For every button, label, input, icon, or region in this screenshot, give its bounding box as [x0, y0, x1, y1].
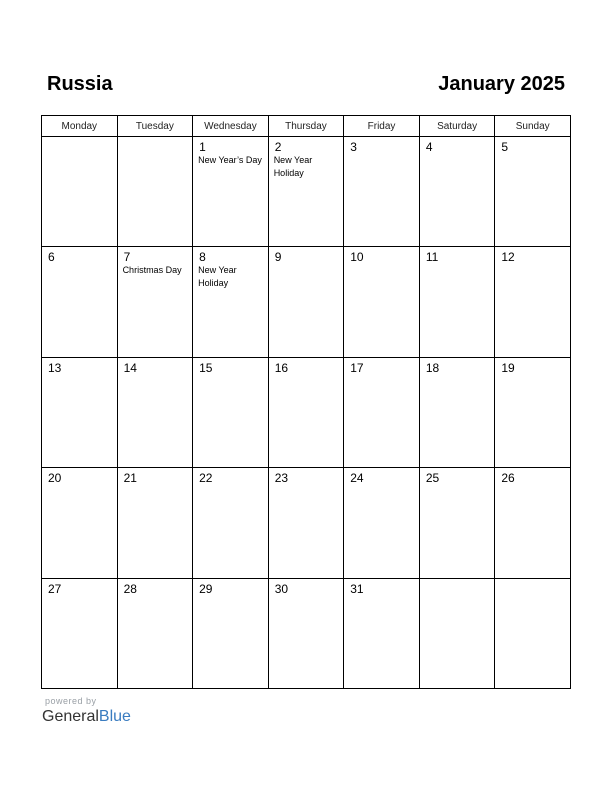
day-number — [495, 579, 570, 582]
day-cell — [419, 578, 495, 688]
holiday-label: New Year Holiday — [273, 155, 313, 178]
day-cell — [42, 137, 118, 247]
day-number: 1 — [199, 140, 206, 154]
day-cell — [42, 468, 118, 578]
logo-text-general: General — [42, 708, 99, 725]
day-cell — [193, 468, 269, 578]
day-number: 5 — [501, 140, 509, 154]
day-number: 16 — [274, 360, 289, 375]
day-cell — [117, 578, 193, 688]
day-number: 12 — [501, 250, 515, 265]
day-number: 3 — [350, 140, 357, 154]
day-number: 6 — [48, 250, 55, 265]
day-number: 9 — [274, 250, 282, 265]
day-cell — [344, 357, 420, 467]
day-number — [118, 137, 193, 140]
weekday-sunday: Sunday — [495, 116, 571, 137]
powered-by-text: powered by — [45, 696, 97, 706]
day-number: 10 — [350, 250, 364, 265]
day-cell — [117, 468, 193, 578]
day-number: 22 — [199, 471, 213, 486]
day-number: 29 — [199, 581, 213, 596]
weekday-wednesday: Wednesday — [193, 116, 269, 137]
day-number — [420, 579, 495, 582]
day-number: 31 — [350, 581, 364, 596]
day-cell — [495, 247, 571, 357]
day-cell — [419, 137, 495, 247]
day-cell — [419, 468, 495, 578]
footer-branding — [42, 696, 131, 727]
day-cell — [117, 137, 193, 247]
day-number: 18 — [425, 360, 440, 375]
day-cell — [268, 578, 344, 688]
weekday-header-row — [42, 116, 571, 137]
day-number: 21 — [123, 471, 137, 486]
day-cell — [117, 247, 193, 357]
day-cell — [193, 357, 269, 467]
day-cell — [193, 247, 269, 357]
day-number: 24 — [350, 471, 364, 486]
holiday-label: New Year Holiday — [198, 265, 237, 289]
day-cell — [268, 468, 344, 578]
day-number: 14 — [123, 360, 137, 375]
day-cell — [495, 578, 571, 688]
day-number: 15 — [199, 360, 213, 375]
day-cell — [268, 247, 344, 357]
weekday-thursday: Thursday — [268, 116, 344, 137]
day-number: 7 — [123, 250, 131, 265]
day-cell — [344, 578, 420, 688]
day-cell — [117, 357, 193, 467]
week-row — [42, 357, 571, 467]
week-row — [42, 468, 571, 578]
day-cell — [344, 137, 420, 247]
day-number: 28 — [123, 581, 137, 596]
day-number: 30 — [274, 581, 289, 596]
day-number: 2 — [274, 140, 282, 154]
day-cell — [42, 247, 118, 357]
day-cell — [268, 357, 344, 467]
day-cell — [495, 357, 571, 467]
day-cell — [42, 578, 118, 688]
day-cell — [42, 357, 118, 467]
weekday-monday: Monday — [42, 116, 118, 137]
weekday-friday: Friday — [344, 116, 420, 137]
logo-text-blue: Blue — [98, 708, 131, 725]
day-number: 13 — [48, 360, 62, 375]
month-title: January 2025 — [438, 73, 565, 95]
holiday-label: New Year’s Day — [198, 155, 262, 165]
week-row — [42, 247, 571, 357]
week-row — [42, 137, 571, 247]
day-cell — [419, 247, 495, 357]
day-number: 4 — [425, 140, 433, 154]
day-cell — [344, 247, 420, 357]
day-number: 11 — [425, 250, 439, 265]
day-number: 26 — [501, 471, 515, 486]
day-number: 8 — [199, 250, 206, 265]
day-number: 19 — [501, 360, 515, 375]
day-cell — [495, 468, 571, 578]
calendar-grid — [41, 115, 571, 689]
week-row — [42, 578, 571, 688]
day-number: 27 — [48, 581, 62, 596]
day-number: 17 — [350, 360, 364, 375]
day-cell — [268, 137, 344, 247]
day-cell — [193, 578, 269, 688]
country-title: Russia — [47, 73, 113, 95]
day-cell — [495, 137, 571, 247]
day-cell — [344, 468, 420, 578]
day-cell — [193, 137, 269, 247]
weekday-tuesday: Tuesday — [117, 116, 193, 137]
day-number — [42, 137, 117, 140]
day-cell — [419, 357, 495, 467]
weekday-saturday: Saturday — [419, 116, 495, 137]
day-number: 20 — [48, 471, 62, 486]
day-number: 23 — [274, 471, 289, 486]
holiday-label: Christmas Day — [122, 265, 182, 276]
generalblue-logo[interactable] — [42, 707, 131, 727]
day-number: 25 — [425, 471, 440, 486]
